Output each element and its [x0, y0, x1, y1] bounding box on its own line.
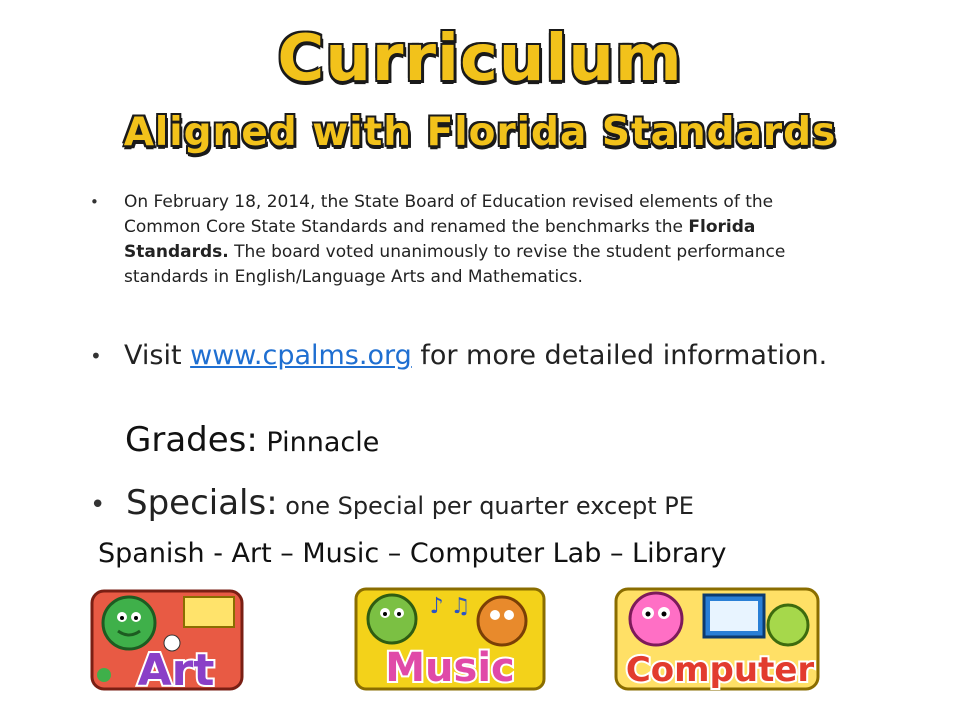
- grades-value: Pinnacle: [257, 427, 380, 458]
- music-badge-label: Music: [385, 645, 515, 691]
- bullet-visit-text: [124, 340, 850, 372]
- specials-value: one Special per quarter except PE: [277, 492, 694, 520]
- bullet-dot: •: [90, 193, 99, 211]
- svg-text:♪ ♫: ♪ ♫: [429, 594, 471, 619]
- computer-badge-label: Computer: [625, 650, 815, 690]
- bullet-standards-text: [124, 190, 850, 290]
- grades-line: [125, 420, 379, 460]
- bullet-dot: •: [90, 344, 102, 368]
- art-badge-image: [84, 585, 264, 695]
- standards-text-part1: On February 18, 2014, the State Board of Education revised elements of the Common Core State Standards and renamed the benchmarks the: [124, 192, 774, 237]
- visit-text-before: Visit: [124, 340, 191, 371]
- grades-label: Grades:: [125, 420, 258, 460]
- slide-title: Curriculum: [277, 22, 683, 96]
- music-badge-image: [352, 585, 548, 695]
- specials-label: Specials:: [126, 483, 278, 523]
- bullet-dot: •: [90, 490, 106, 520]
- cpalms-link[interactable]: www.cpalms.org: [190, 340, 412, 371]
- slide-subtitle: Aligned with Florida Standards: [123, 110, 837, 155]
- art-badge-label: Art: [137, 645, 215, 695]
- bullet-specials-text: [126, 483, 890, 526]
- visit-text-after: for more detailed information.: [411, 340, 828, 371]
- standards-bold-term: Florida Standards.: [124, 217, 756, 262]
- standards-text-part2: The board voted unanimously to revise the student performance standards in English/Language Arts and Mathematics.: [124, 242, 786, 287]
- computer-badge-image: [612, 585, 822, 695]
- specials-list: Spanish - Art – Music – Computer Lab – Library: [98, 538, 727, 568]
